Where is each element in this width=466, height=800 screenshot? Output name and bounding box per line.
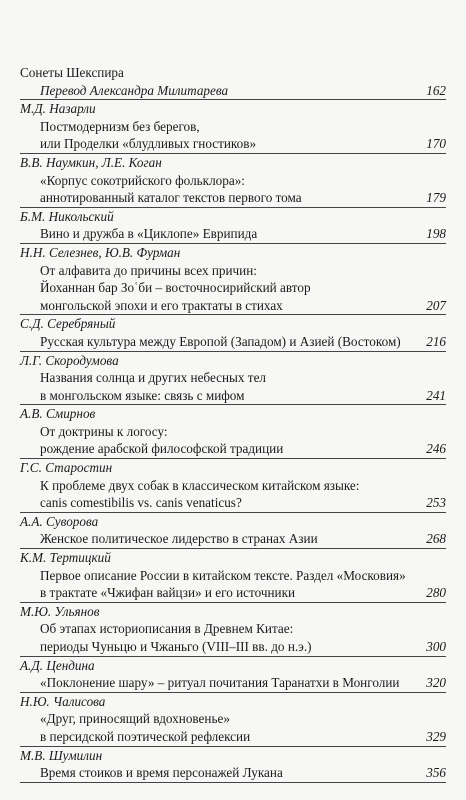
toc-page-number: 179 [426,190,446,206]
toc-text: А.В. Смирнов [20,406,96,422]
toc-author [20,747,446,765]
toc-text: Н.Ю. Чалисова [20,693,106,709]
toc-page-number: 300 [426,639,446,654]
toc-title-line [20,764,446,783]
toc-title-line [20,728,446,747]
toc-author [20,459,446,477]
toc-text: В.В. Наумкин, Л.Е. Коган [20,154,162,170]
toc-text: А.Д. Цендина [20,657,95,673]
toc-page-number: 320 [426,675,446,691]
toc-text: «Поклонение шару» – ритуал почитания Таранатхи в Монголии [40,675,400,691]
toc-page-number: 198 [426,226,446,242]
toc-text: С.Д. Серебряный [20,316,116,332]
toc-text: А.А. Суворова [20,513,99,529]
toc-text: Н.Н. Селезнев, Ю.В. Фурман [20,244,181,260]
toc-page-number: 207 [426,297,446,313]
toc-title-line [20,225,446,244]
toc-title-line [20,369,446,387]
toc-text: Перевод Александра Милитарева [40,82,229,98]
toc-page-number: 356 [426,765,446,781]
toc-text: Вино и дружба в «Циклопе» Еврипида [40,226,258,242]
toc-title-line [20,530,446,549]
toc-page-number: 246 [426,441,446,457]
toc-author [20,244,446,262]
toc-text: Л.Г. Скородумова [20,352,119,368]
toc-title-line [20,172,446,190]
toc-title-line [20,674,446,693]
toc-text: аннотированный каталог текстов первого тома [40,190,302,206]
toc-section-title [20,64,446,82]
toc-title-line [20,82,446,101]
toc-page-number: 170 [426,136,446,152]
toc-text: в монгольском языке: связь с мифом [40,387,245,403]
toc-text: От доктрины к логосу: [40,423,168,439]
toc-author [20,352,446,370]
toc-author [20,657,446,675]
toc-title-line [20,710,446,728]
toc-text: или Проделки «блудливых гностиков» [40,136,257,152]
toc-text: монгольской эпохи и его трактаты в стихах [40,297,283,313]
toc-title-line [20,262,446,280]
toc-title-line [20,567,446,585]
toc-page-number: 253 [426,495,446,511]
toc-author [20,603,446,621]
toc-text: Йоханнан бар Зоʿби – восточносирийский автор [40,280,311,296]
toc-text: периоды Чуньцю и Чжаньго (VIII–III вв. до н.э.) [40,639,312,654]
toc-page-number: 162 [426,82,446,98]
toc-page-number: 280 [426,585,446,601]
toc-text: Время стоиков и время персонажей Лукана [40,765,283,781]
toc-text: canis comestibilis vs. canis venaticus? [40,495,242,511]
toc-title-line [20,297,446,316]
toc-author [20,154,446,172]
toc-title-line [20,638,446,657]
toc-title-line [20,584,446,603]
toc-page-number: 216 [426,333,446,349]
toc-title-line [20,387,446,406]
toc-text: Г.С. Старостин [20,460,113,476]
toc-author [20,315,446,333]
toc-title-line [20,118,446,136]
toc-text: «Друг, приносящий вдохновенье» [40,711,230,727]
toc-text: Первое описание России в китайском тексте. Раздел «Московия» [40,567,406,583]
toc-text: К проблеме двух собак в классическом китайском языке: [40,477,360,493]
toc-author [20,100,446,118]
toc-text: М.В. Шумилин [20,747,103,763]
toc-text: Названия солнца и других небесных тел [40,370,267,386]
toc-title-line [20,279,446,297]
toc-author [20,513,446,531]
toc-text: М.Ю. Ульянов [20,603,100,619]
toc-text: в трактате «Чжифан вайцзи» и его источники [40,585,296,601]
toc-text: Сонеты Шекспира [20,65,124,80]
toc-text: К.М. Тертицкий [20,550,111,566]
toc-title-line [20,440,446,459]
toc-author [20,693,446,711]
toc-title-line [20,620,446,638]
toc-author [20,405,446,423]
toc-text: «Корпус сокотрийского фольклора»: [40,172,245,188]
toc-title-line [20,189,446,208]
toc-title-line [20,494,446,513]
toc-title-line [20,423,446,441]
toc-page-number: 268 [426,531,446,547]
table-of-contents [20,64,446,783]
toc-text: Женское политическое лидерство в странах Азии [40,531,318,547]
toc-text: Русская культура между Европой (Западом) и Азией (Востоком) [40,333,401,349]
toc-title-line [20,333,446,352]
toc-page-number: 241 [426,387,446,403]
toc-text: Об этапах историописания в Древнем Китае: [40,621,294,637]
toc-author [20,549,446,567]
toc-title-line [20,135,446,154]
toc-title-line [20,477,446,495]
toc-text: Постмодернизм без берегов, [40,118,200,134]
toc-page-number: 329 [426,728,446,744]
toc-text: М.Д. Назарли [20,101,96,117]
toc-text: рождение арабской философской традиции [40,441,284,457]
toc-text: в персидской поэтической рефлексии [40,728,251,744]
toc-text: Б.М. Никольский [20,208,114,224]
toc-text: От алфавита до причины всех причин: [40,262,257,278]
toc-author [20,208,446,226]
